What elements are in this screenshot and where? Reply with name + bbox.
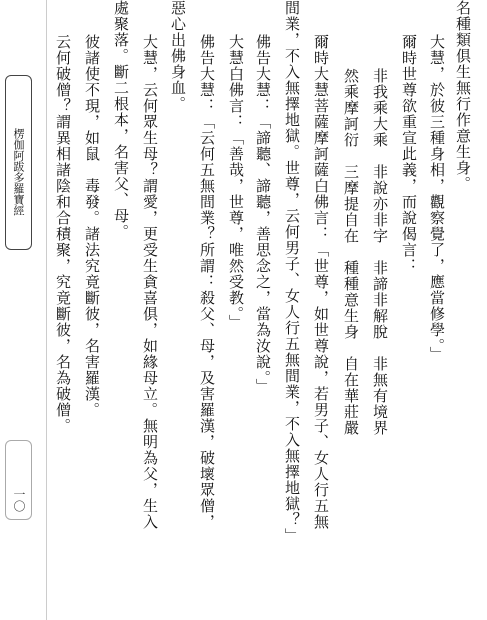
text-column: 名種類俱生無行作意生身。 (454, 0, 472, 192)
text-column: 爾時大慧菩薩摩訶薩白佛言：「世尊，如世尊說，若男子、女人行五無 (312, 34, 330, 530)
text-column: 大慧，於彼三種身相，觀察覺了，應當修學。」 (428, 34, 446, 363)
page-number: 一〇 (12, 488, 26, 512)
text-column: 佛告大慧：「云何五無間業？所謂：殺父、母，及害羅漢，破壞眾僧， (198, 34, 216, 530)
book-title-tab[interactable] (5, 75, 32, 250)
text-column: 彼諸使不現，如鼠 毒發。諸法究竟斷彼，名害羅漢。 (83, 34, 101, 418)
text-column: 處聚落。斷二根本，名害父、母。 (112, 0, 130, 240)
text-column: 佛告大慧：「諦聽、諦聽，善思念之，當為汝說。」 (254, 34, 272, 395)
verse-column: 然乘摩訶衍 三摩提自在 種種意生身 自在華莊嚴 (342, 68, 360, 436)
margin-rule (46, 0, 47, 620)
text-column: 大慧白佛言：「善哉，世尊，唯然受教。」 (227, 34, 245, 331)
text-column: 大慧，云何眾生母？謂愛，更受生貪喜俱，如緣母立。無明為父，生入 (141, 34, 159, 530)
book-title: 楞伽阿跋多羅寶經 (12, 127, 25, 216)
text-column: 惡心出佛身血。 (169, 0, 187, 112)
text-column: 間業，不入無擇地獄。世尊，云何男子、女人行五無間業，不入無擇地獄？」 (283, 0, 301, 544)
text-column: 云何破僧？謂異相諸陰和合積聚，究竟斷彼，名為破僧。 (54, 34, 72, 434)
page-number-tab (5, 440, 32, 520)
text-column: 爾時世尊欲重宣此義，而說偈言： (400, 34, 418, 274)
verse-column: 非我乘大乘 非說亦非字 非諦非解脫 非無有境界 (371, 68, 389, 436)
